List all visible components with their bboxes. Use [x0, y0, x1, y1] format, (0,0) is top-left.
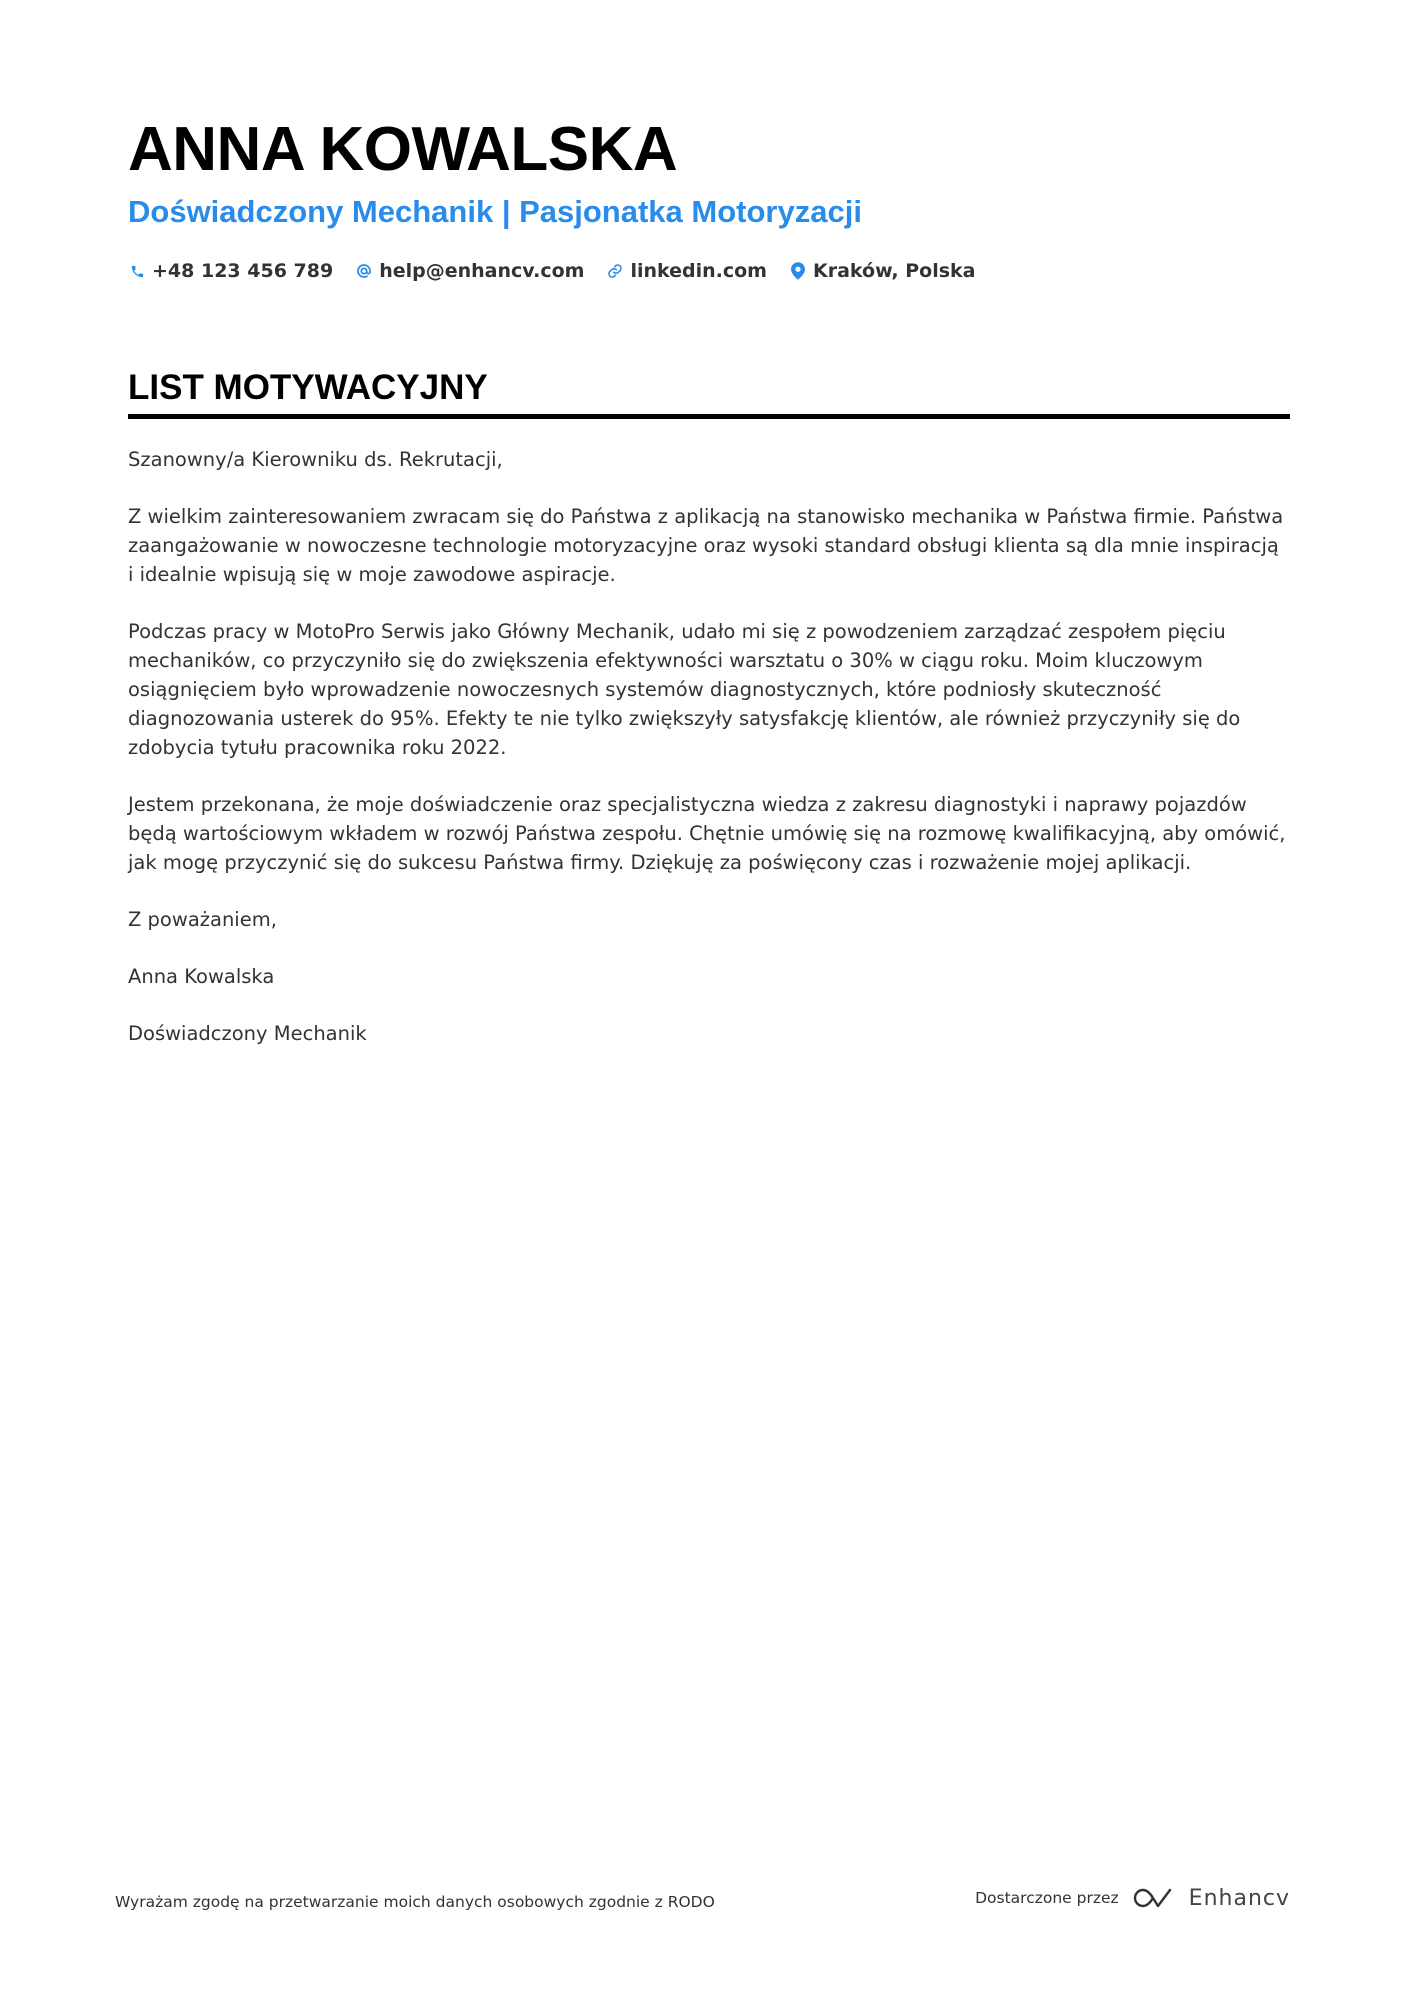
phone-icon — [128, 261, 146, 281]
letter-closing: Z poważaniem, — [128, 908, 277, 931]
linkedin-text: linkedin.com — [630, 260, 767, 282]
signature-name: Anna Kowalska — [128, 965, 275, 988]
contact-location — [789, 260, 976, 282]
letter-body — [128, 445, 1290, 1048]
contact-list — [128, 256, 1288, 286]
enhancv-brand: Enhancv — [1188, 1885, 1290, 1911]
at-icon — [355, 261, 373, 281]
contact-email[interactable] — [355, 260, 584, 282]
provided-by[interactable] — [975, 1878, 1290, 1918]
letter-paragraph: Jestem przekonana, że moje doświadczenie oraz specjalistyczna wiedza z zakresu diagnostyki i naprawy pojazdów będą wartościowym wkładem w rozwój Państwa zespołu. Chętnie umówię się na rozmowę kwalifikacyjną, aby omówić, jak mogę przyczynić się do sukcesu Państwa firmy. Dziękuję za poświęcony czas i rozważenie mojej aplikacji. — [128, 793, 1286, 874]
letter-greeting: Szanowny/a Kierowniku ds. Rekrutacji, — [128, 448, 503, 471]
contact-linkedin[interactable] — [606, 260, 767, 282]
letter-paragraph: Podczas pracy w MotoPro Serwis jako Główny Mechanik, udało mi się z powodzeniem zarządzać zespołem pięciu mechaników, co przyczyniło się do zwiększenia efektywności warsztatu o 30% w ciągu roku. Moim kluczowym osiągnięciem było wprowadzenie nowoczesnych systemów diagnostycznych, które podniosły skuteczność diagnozowania usterek do 95%. Efekty te nie tylko zwiększyły satysfakcję klientów, ale również przyczyniły się do zdobycia tytułu pracownika roku 2022. — [128, 620, 1241, 759]
provided-by-label: Dostarczone przez — [975, 1889, 1119, 1907]
enhancv-logo-icon — [1131, 1886, 1177, 1910]
section-title: LIST MOTYWACYJNY — [128, 366, 1290, 419]
phone-text: +48 123 456 789 — [152, 260, 334, 282]
letter-paragraph: Z wielkim zainteresowaniem zwracam się do Państwa z aplikacją na stanowisko mechanika w Państwa firmie. Państwa zaangażowanie w nowoczesne technologie motoryzacyjne oraz wysoki standard obsługi klienta są dla mnie inspiracją i idealnie wpisują się w moje zawodowe aspiracje. — [128, 505, 1284, 586]
candidate-name: ANNA KOWALSKA — [128, 115, 678, 184]
location-pin-icon — [789, 261, 807, 281]
cover-letter-section — [128, 366, 1290, 1076]
signature-title: Doświadczony Mechanik — [128, 1022, 367, 1045]
contact-phone[interactable] — [128, 260, 333, 282]
header — [128, 112, 1288, 286]
location-text: Kraków, Polska — [812, 260, 976, 282]
candidate-headline: Doświadczony Mechanik | Pasjonatka Motoryzacji — [128, 194, 862, 229]
link-icon — [606, 261, 624, 281]
gdpr-consent: Wyrażam zgodę na przetwarzanie moich danych osobowych zgodnie z RODO — [115, 1893, 715, 1911]
email-text: help@enhancv.com — [379, 260, 585, 282]
